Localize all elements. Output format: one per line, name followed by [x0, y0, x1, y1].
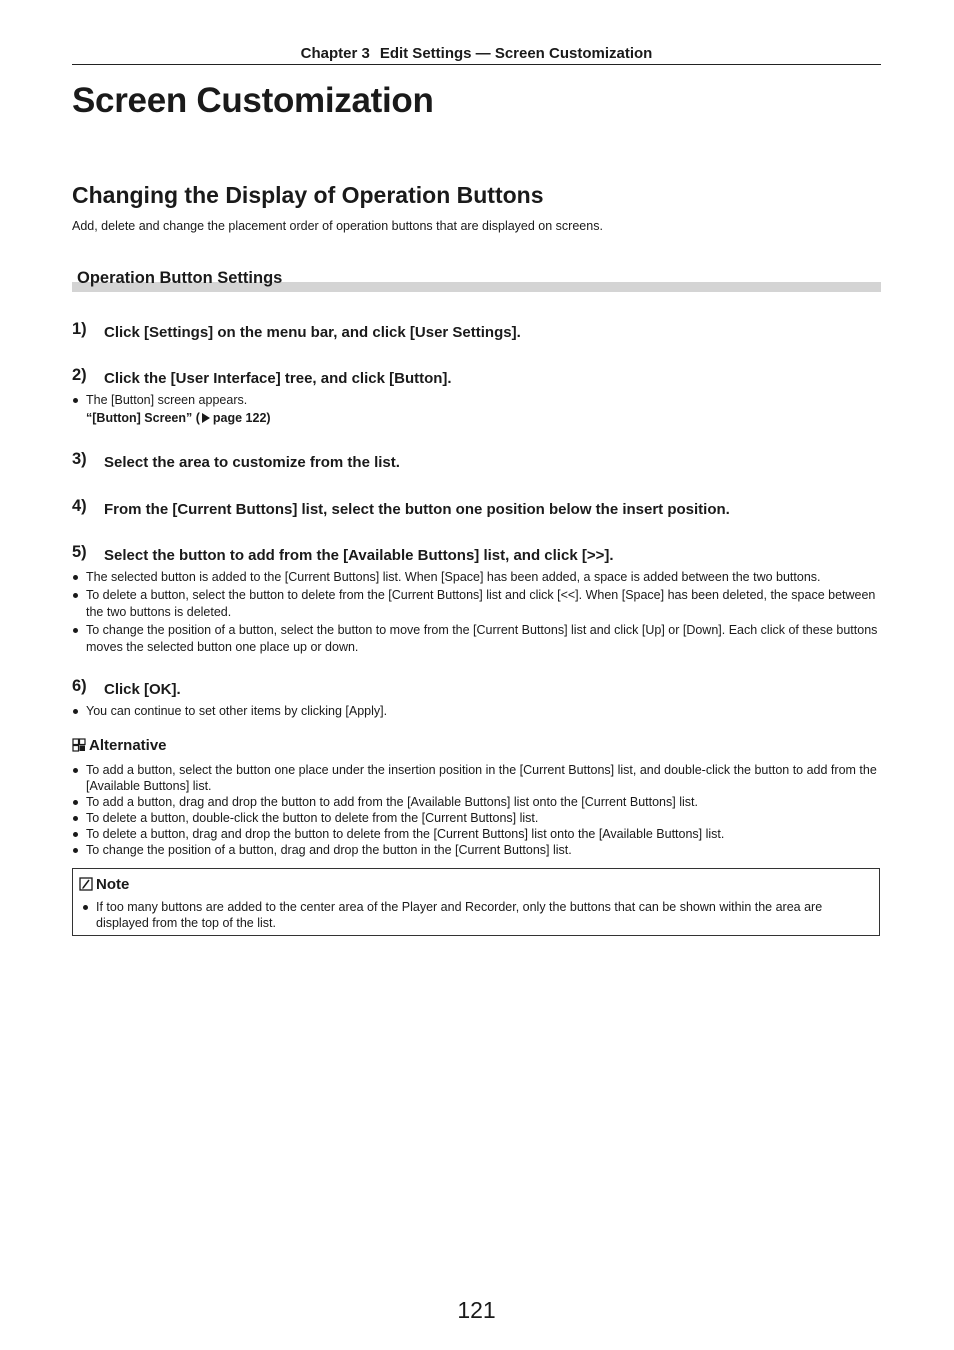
page-arrow-icon [202, 413, 210, 423]
step-text: Click [Settings] on the menu bar, and click [User Settings]. [104, 324, 521, 341]
step-6-bullets [72, 703, 881, 719]
page-title: Screen Customization [72, 81, 434, 120]
list-item: To delete a button, select the button to delete from the [Current Buttons] list and click [<<]. When [Space] has been deleted, the space between the two buttons is deleted. [72, 587, 881, 621]
list-item: To change the position of a button, drag and drop the button in the [Current Buttons] list. [72, 842, 881, 858]
step-number: 3) [72, 450, 87, 468]
list-item: To add a button, select the button one place under the insertion position in the [Current Buttons] list, and double-click the button to add from the [Available Buttons] list. [72, 762, 881, 794]
step-text: Click [OK]. [104, 681, 181, 698]
note-title: Note [96, 876, 130, 893]
alternative-bullets [72, 762, 881, 858]
subsection-title: Operation Button Settings [77, 269, 283, 287]
note-icon [79, 877, 93, 891]
section-description: Add, delete and change the placement order of operation buttons that are displayed on screens. [72, 219, 603, 233]
note-box [72, 868, 880, 936]
step-text: Select the button to add from the [Available Buttons] list, and click [>>]. [104, 547, 614, 564]
list-item: To delete a button, drag and drop the button to delete from the [Current Buttons] list onto the [Available Buttons] list. [72, 826, 881, 842]
step-text: Select the area to customize from the list. [104, 454, 400, 471]
running-header [72, 44, 881, 65]
step-text: Click the [User Interface] tree, and click [Button]. [104, 370, 452, 387]
list-item: The [Button] screen appears. [72, 392, 881, 408]
list-item: You can continue to set other items by clicking [Apply]. [72, 703, 881, 719]
list-item: To delete a button, double-click the button to delete from the [Current Buttons] list. [72, 810, 881, 826]
alternative-icon [72, 738, 86, 752]
step-number: 4) [72, 497, 87, 515]
note-bullets [82, 899, 872, 932]
list-item: The selected button is added to the [Current Buttons] list. When [Space] has been added, a space is added between the two buttons. [72, 569, 881, 586]
step-number: 2) [72, 366, 87, 384]
page-number: 121 [457, 1297, 496, 1323]
cross-reference-link[interactable] [86, 410, 271, 426]
alternative-title: Alternative [89, 737, 167, 754]
step-2-bullets [72, 392, 881, 408]
section-title: Changing the Display of Operation Buttons [72, 182, 544, 208]
xref-text: “[Button] Screen” ( [86, 411, 200, 425]
step-text: From the [Current Buttons] list, select the button one position below the insert position. [104, 501, 730, 518]
step-number: 5) [72, 543, 87, 561]
list-item: To add a button, drag and drop the button to add from the [Available Buttons] list onto the [Current Buttons] list. [72, 794, 881, 810]
subsection-heading [72, 268, 881, 292]
xref-page: page 122) [212, 411, 271, 425]
note-heading [79, 875, 129, 895]
step-number: 6) [72, 677, 87, 695]
step-number: 1) [72, 320, 87, 338]
header-chapter: Chapter 3 [300, 45, 370, 62]
alternative-heading [72, 736, 167, 756]
list-item: To change the position of a button, select the button to move from the [Current Buttons] list and click [Up] or [Down]. Each click of these buttons moves the selected button one place up or down. [72, 622, 881, 656]
header-section: Edit Settings — Screen Customization [379, 45, 653, 62]
list-item: If too many buttons are added to the center area of the Player and Recorder, only the buttons that can be shown within the area are displayed from the top of the list. [82, 899, 872, 931]
step-5-bullets [72, 569, 881, 657]
